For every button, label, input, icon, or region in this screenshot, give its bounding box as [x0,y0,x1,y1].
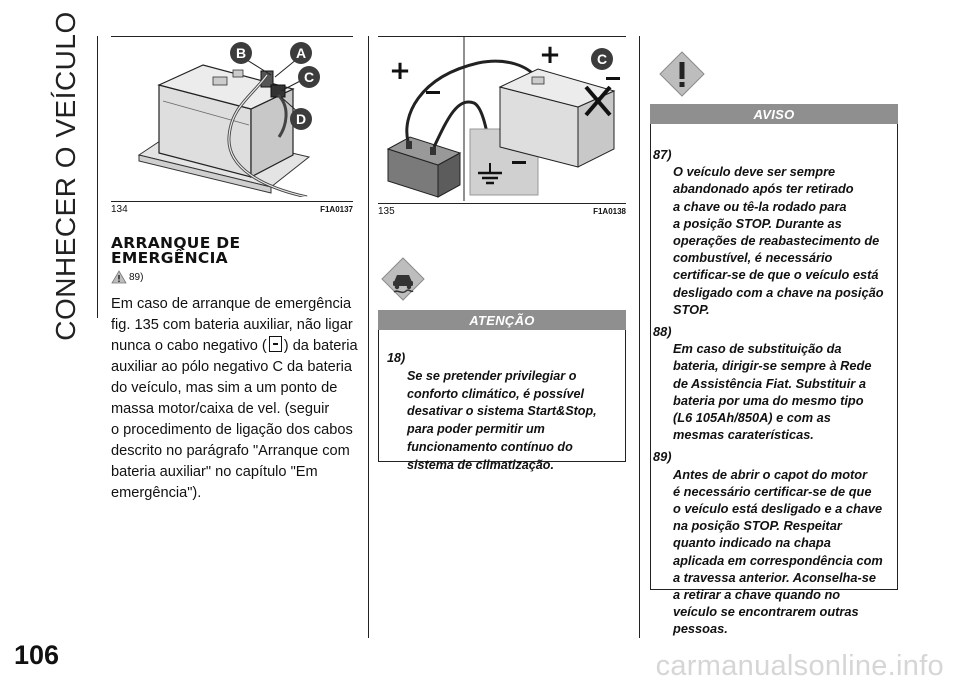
label-a [290,42,312,64]
svg-text:B: B [235,45,247,61]
watermark: carmanualsonline.info [655,650,944,682]
warning-box [650,124,898,637]
figure-code: F1A0138 [593,207,626,216]
label-c [298,66,320,88]
small-warning-icon [111,270,127,284]
warning-item-89: 89) Antes de abrir o capot do motor é necessário certificar-se de que o veículo está desligado e a chave na posição STOP. Respeitar quanto indicado na chapa aplicada em correspondência com a travessa anterior. Aconselha-se a retirar a chave quando no veículo se encontrarem outras pessoas. [653,449,883,637]
label-b [230,42,252,64]
svg-text:C: C [303,69,315,85]
label-c-135 [591,48,613,70]
note-reference: 89) [111,270,143,284]
figure-number: 134 [111,204,128,215]
figure-134-caption [111,204,353,215]
page-number: 106 [14,640,60,670]
svg-text:A: A [295,45,307,61]
attention-item-18: 18) Se se pretender privilegiar o conforto climático, é possível desativar o sistema Start&Stop, para poder permitir um funcionamento contínuo do sistema de climatização. [387,351,597,472]
side-chapter-title: CONHECER O VEÍCULO [50,11,81,341]
figure-134-rule [111,201,353,202]
figure-135-caption [378,206,626,217]
column-divider-middle [368,36,369,638]
svg-text:+: + [539,40,561,70]
jump-start-illustration-135 [378,37,626,201]
attention-box [378,330,626,472]
svg-text:+: + [389,56,411,86]
figure-code: F1A0137 [320,205,353,214]
label-d [290,108,312,130]
warning-item-88: 88) Em caso de substituição da bateria, dirigir-se sempre à Rede de Assistência Fiat. Substituir a bateria por uma do mesmo tipo (L6 105Ah/850A) e com as mesmas caraterísticas. [653,324,872,443]
figure-number: 135 [378,206,395,217]
figure-135-rule [378,203,626,204]
svg-text:C: C [596,51,608,67]
minus-symbol-icon [269,336,282,352]
column-divider-right [639,36,640,638]
section-heading: ARRANQUE DE EMERGÊNCIA [111,234,241,267]
svg-text:D: D [295,111,307,127]
battery-illustration-134 [111,37,353,197]
section-body: Em caso de arranque de emergência fig. 135 com bateria auxiliar, não ligar nunca o cabo negativo ( ) da bateria auxiliar ao pólo negativo C da bateria do veículo, mas sim a um ponto de massa motor/caixa de vel. (seguir o procedimento de ligação dos cabos descrito no parágrafo "Arranque com bateria auxiliar" no capítulo "Em emergência"). [111,296,358,501]
figure-134-battery-terminals [111,37,353,197]
car-skid-warning-icon [380,256,426,302]
exclamation-warning-icon [658,50,706,98]
warning-item-87: 87) O veículo deve ser sempre abandonado após ter retirado a chave ou tê-la rodado para a posição STOP. Durante as operações de reabastecimento de combustível, é necessário certificar-se de que o veículo está desligado com a chave na posição STOP. [653,147,884,317]
warning-banner: AVISO [650,104,898,124]
attention-banner: ATENÇÃO [378,310,626,330]
figure-135-jump-start [378,37,626,201]
column-divider-left [97,36,98,318]
